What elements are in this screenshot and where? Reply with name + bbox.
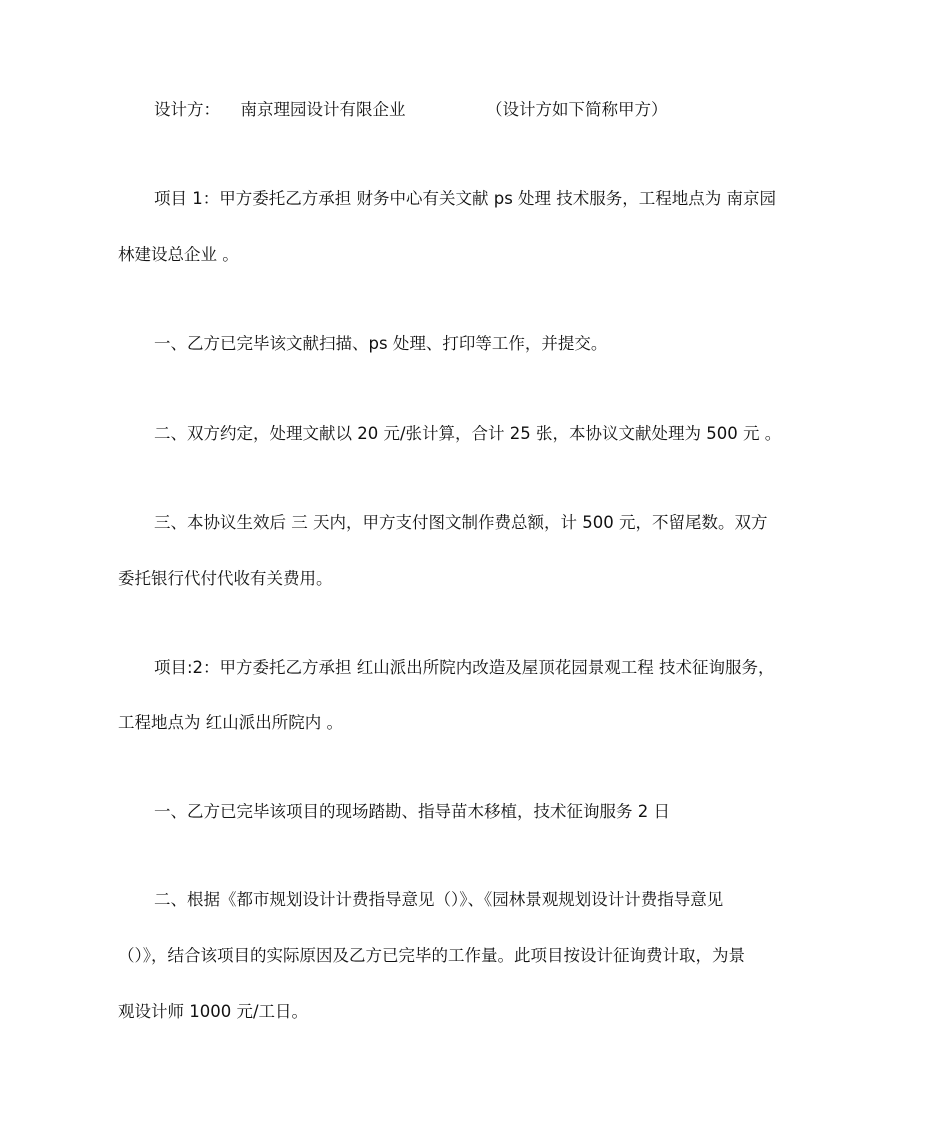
project1-intro-line2: 林建设总企业 。 [118,245,239,264]
project1-item3-line2: 委托银行代付代收有关费用。 [118,569,333,588]
project2-item2-line1: 二、根据《都市规划设计计费指导意见（）》、《园林景观规划设计计费指导意见 [154,890,724,909]
project2-intro-line2: 工程地点为 红山派出所院内 。 [118,713,343,732]
project2-item1: 一、乙方已完毕该项目的现场踏勘、指导苗木移植，技术征询服务 2 日 [154,802,670,821]
designer-label: 设计方： [154,100,220,119]
project1-intro-line1: 项目 1：甲方委托乙方承担 财务中心有关文献 ps 处理 技术服务，工程地点为 南京园 [154,189,777,208]
project2-item2-line2: （）》，结合该项目的实际原因及乙方已完毕的工作量。此项目按设计征询费计取，为景 [118,946,745,965]
project1-item3-line1: 三、本协议生效后 三 天内，甲方支付图文制作费总额，计 500 元，不留尾数。双方 [154,513,768,532]
designer-name: 南京理园设计有限企业 [240,100,406,119]
designer-line [154,98,874,122]
project1-item1: 一、乙方已完毕该文献扫描、ps 处理、打印等工作，并提交。 [154,334,608,353]
project2-item2-line3: 观设计师 1000 元/工日。 [118,1002,309,1021]
designer-note: （设计方如下简称甲方） [486,100,668,119]
project2-intro-line1: 项目:2：甲方委托乙方承担 红山派出所院内改造及屋顶花园景观工程 技术征询服务， [154,658,775,677]
project1-item2: 二、双方约定，处理文献以 20 元/张计算，合计 25 张，本协议文献处理为 500 元 。 [154,424,782,443]
